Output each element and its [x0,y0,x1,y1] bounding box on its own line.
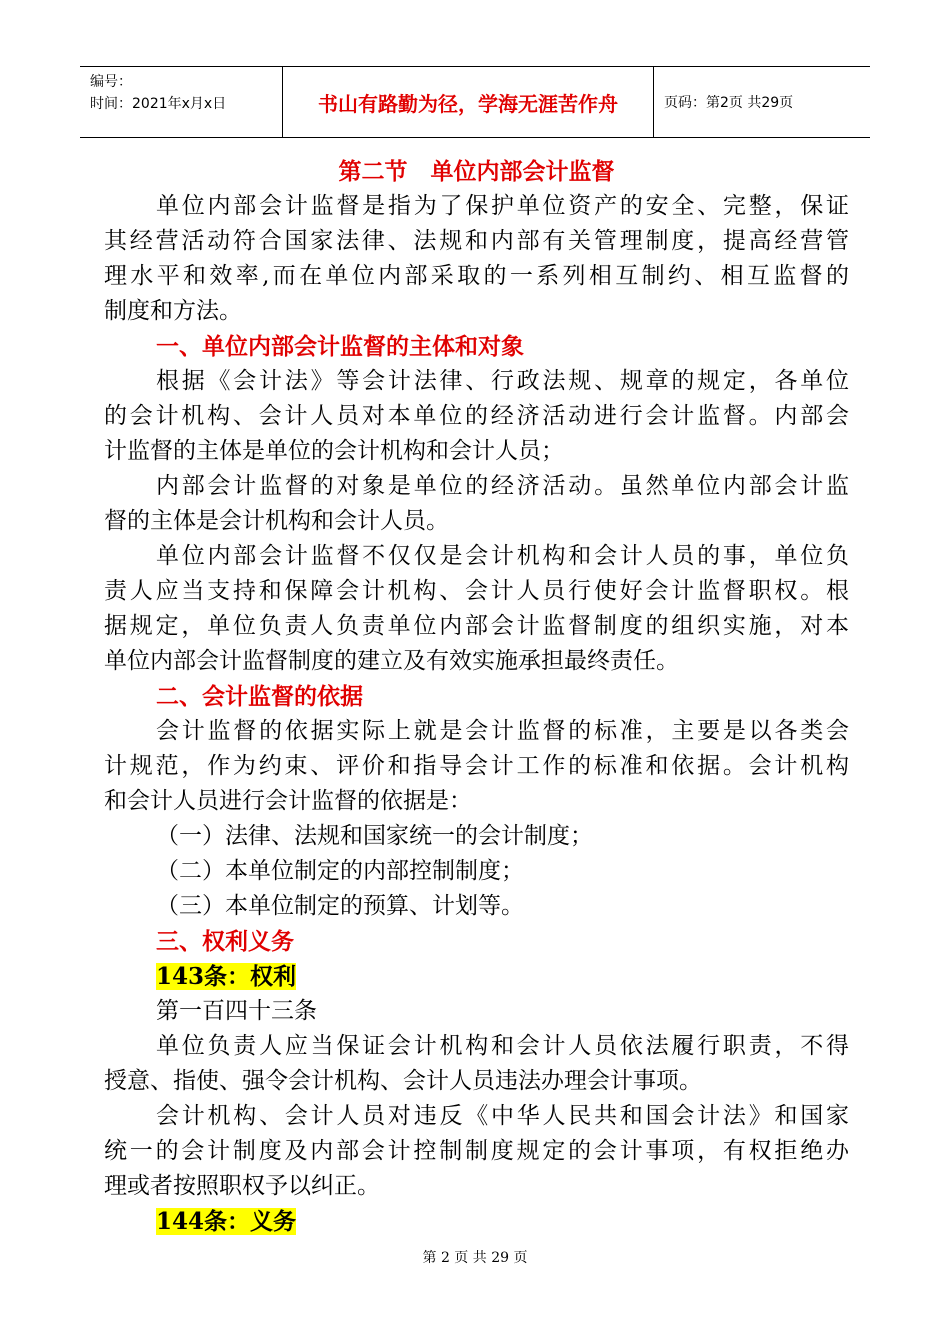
header-meta [80,67,282,137]
line-text: 单位负责人应当保证会计机构和会计人员依法履行职责，不得 [156,1033,849,1059]
text-line-2 [104,224,849,259]
text-line-6 [104,364,849,399]
text-line-13 [104,609,849,644]
line-text: 第一百四十三条 [156,998,317,1024]
line-text: （一）法律、法规和国家统一的会计制度； [156,823,593,849]
text-line-12 [104,574,849,609]
document-body [104,154,849,1239]
text-line-3 [104,259,849,294]
header-motto: 书山有路勤为径，学海无涯苦作舟 [282,67,654,137]
line-text: 的会计机构、会计人员对本单位的经济活动进行会计监督。内部会 [104,403,849,429]
text-line-18 [104,784,849,819]
line-text: 内部会计监督的对象是单位的经济活动。虽然单位内部会计监 [156,473,849,499]
text-line-0 [104,154,849,189]
text-line-28 [104,1134,849,1169]
text-line-24 [104,994,849,1029]
text-line-4 [104,294,849,329]
text-line-25 [104,1029,849,1064]
text-line-29 [104,1169,849,1204]
line-text: 据规定，单位负责人负责单位内部会计监督制度的组织实施，对本 [104,613,849,639]
line-text: 会计机构、会计人员对违反《中华人民共和国会计法》和国家 [156,1103,849,1129]
line-text: 单位内部会计监督是指为了保护单位资产的安全、完整，保证 [156,193,849,219]
line-text: 根据《会计法》等会计法律、行政法规、规章的规定，各单位 [156,368,849,394]
page-header [80,66,870,138]
text-line-7 [104,399,849,434]
text-line-15 [104,679,849,714]
text-line-19 [104,819,849,854]
line-text: （三）本单位制定的预算、计划等。 [156,893,524,919]
text-line-17 [104,749,849,784]
text-line-11 [104,539,849,574]
line-text: 理或者按照职权予以纠正。 [104,1173,380,1199]
text-line-26 [104,1064,849,1099]
line-text: （二）本单位制定的内部控制制度； [156,858,524,884]
page-footer: 第 2 页 共 29 页 [422,1250,528,1266]
line-text: 理水平和效率,而在单位内部采取的一系列相互制约、相互监督的 [104,263,849,289]
text-line-5 [104,329,849,364]
text-line-14 [104,644,849,679]
line-text: 会计监督的依据实际上就是会计监督的标准，主要是以各类会 [156,718,849,744]
line-text: 第二节 单位内部会计监督 [338,158,615,185]
line-text: 统一的会计制度及内部会计控制制度规定的会计事项，有权拒绝办 [104,1138,849,1164]
text-line-30 [104,1204,849,1239]
text-line-16 [104,714,849,749]
line-text: 督的主体是会计机构和会计人员。 [104,508,449,534]
line-text: 单位内部会计监督不仅仅是会计机构和会计人员的事，单位负 [156,543,849,569]
text-line-20 [104,854,849,889]
text-line-8 [104,434,849,469]
text-line-21 [104,889,849,924]
header-date: 时间：2021年x月x日 [90,96,227,112]
line-text: 三、权利义务 [156,928,294,955]
line-text: 授意、指使、强令会计机构、会计人员违法办理会计事项。 [104,1068,702,1094]
line-text: 责人应当支持和保障会计机构、会计人员行使好会计监督职权。根 [104,578,849,604]
line-text: 制度和方法。 [104,298,242,324]
header-number: 编号： [90,74,132,90]
text-line-9 [104,469,849,504]
text-line-22 [104,924,849,959]
line-text: 一、单位内部会计监督的主体和对象 [156,333,524,360]
line-text: 二、会计监督的依据 [156,683,363,710]
text-line-27 [104,1099,849,1134]
line-text: 其经营活动符合国家法律、法规和内部有关管理制度，提高经营管 [104,228,849,254]
text-line-10 [104,504,849,539]
text-line-23 [104,959,849,994]
header-page-info: 页码：第2页 共29页 [664,95,794,111]
line-text: 144条：义务 [156,1208,297,1235]
text-line-1 [104,189,849,224]
line-text: 和会计人员进行会计监督的依据是： [104,788,472,814]
line-text: 计监督的主体是单位的会计机构和会计人员； [104,438,564,464]
line-text: 143条：权利 [156,963,297,990]
line-text: 单位内部会计监督制度的建立及有效实施承担最终责任。 [104,648,679,674]
line-text: 计规范，作为约束、评价和指导会计工作的标准和依据。会计机构 [104,753,849,779]
